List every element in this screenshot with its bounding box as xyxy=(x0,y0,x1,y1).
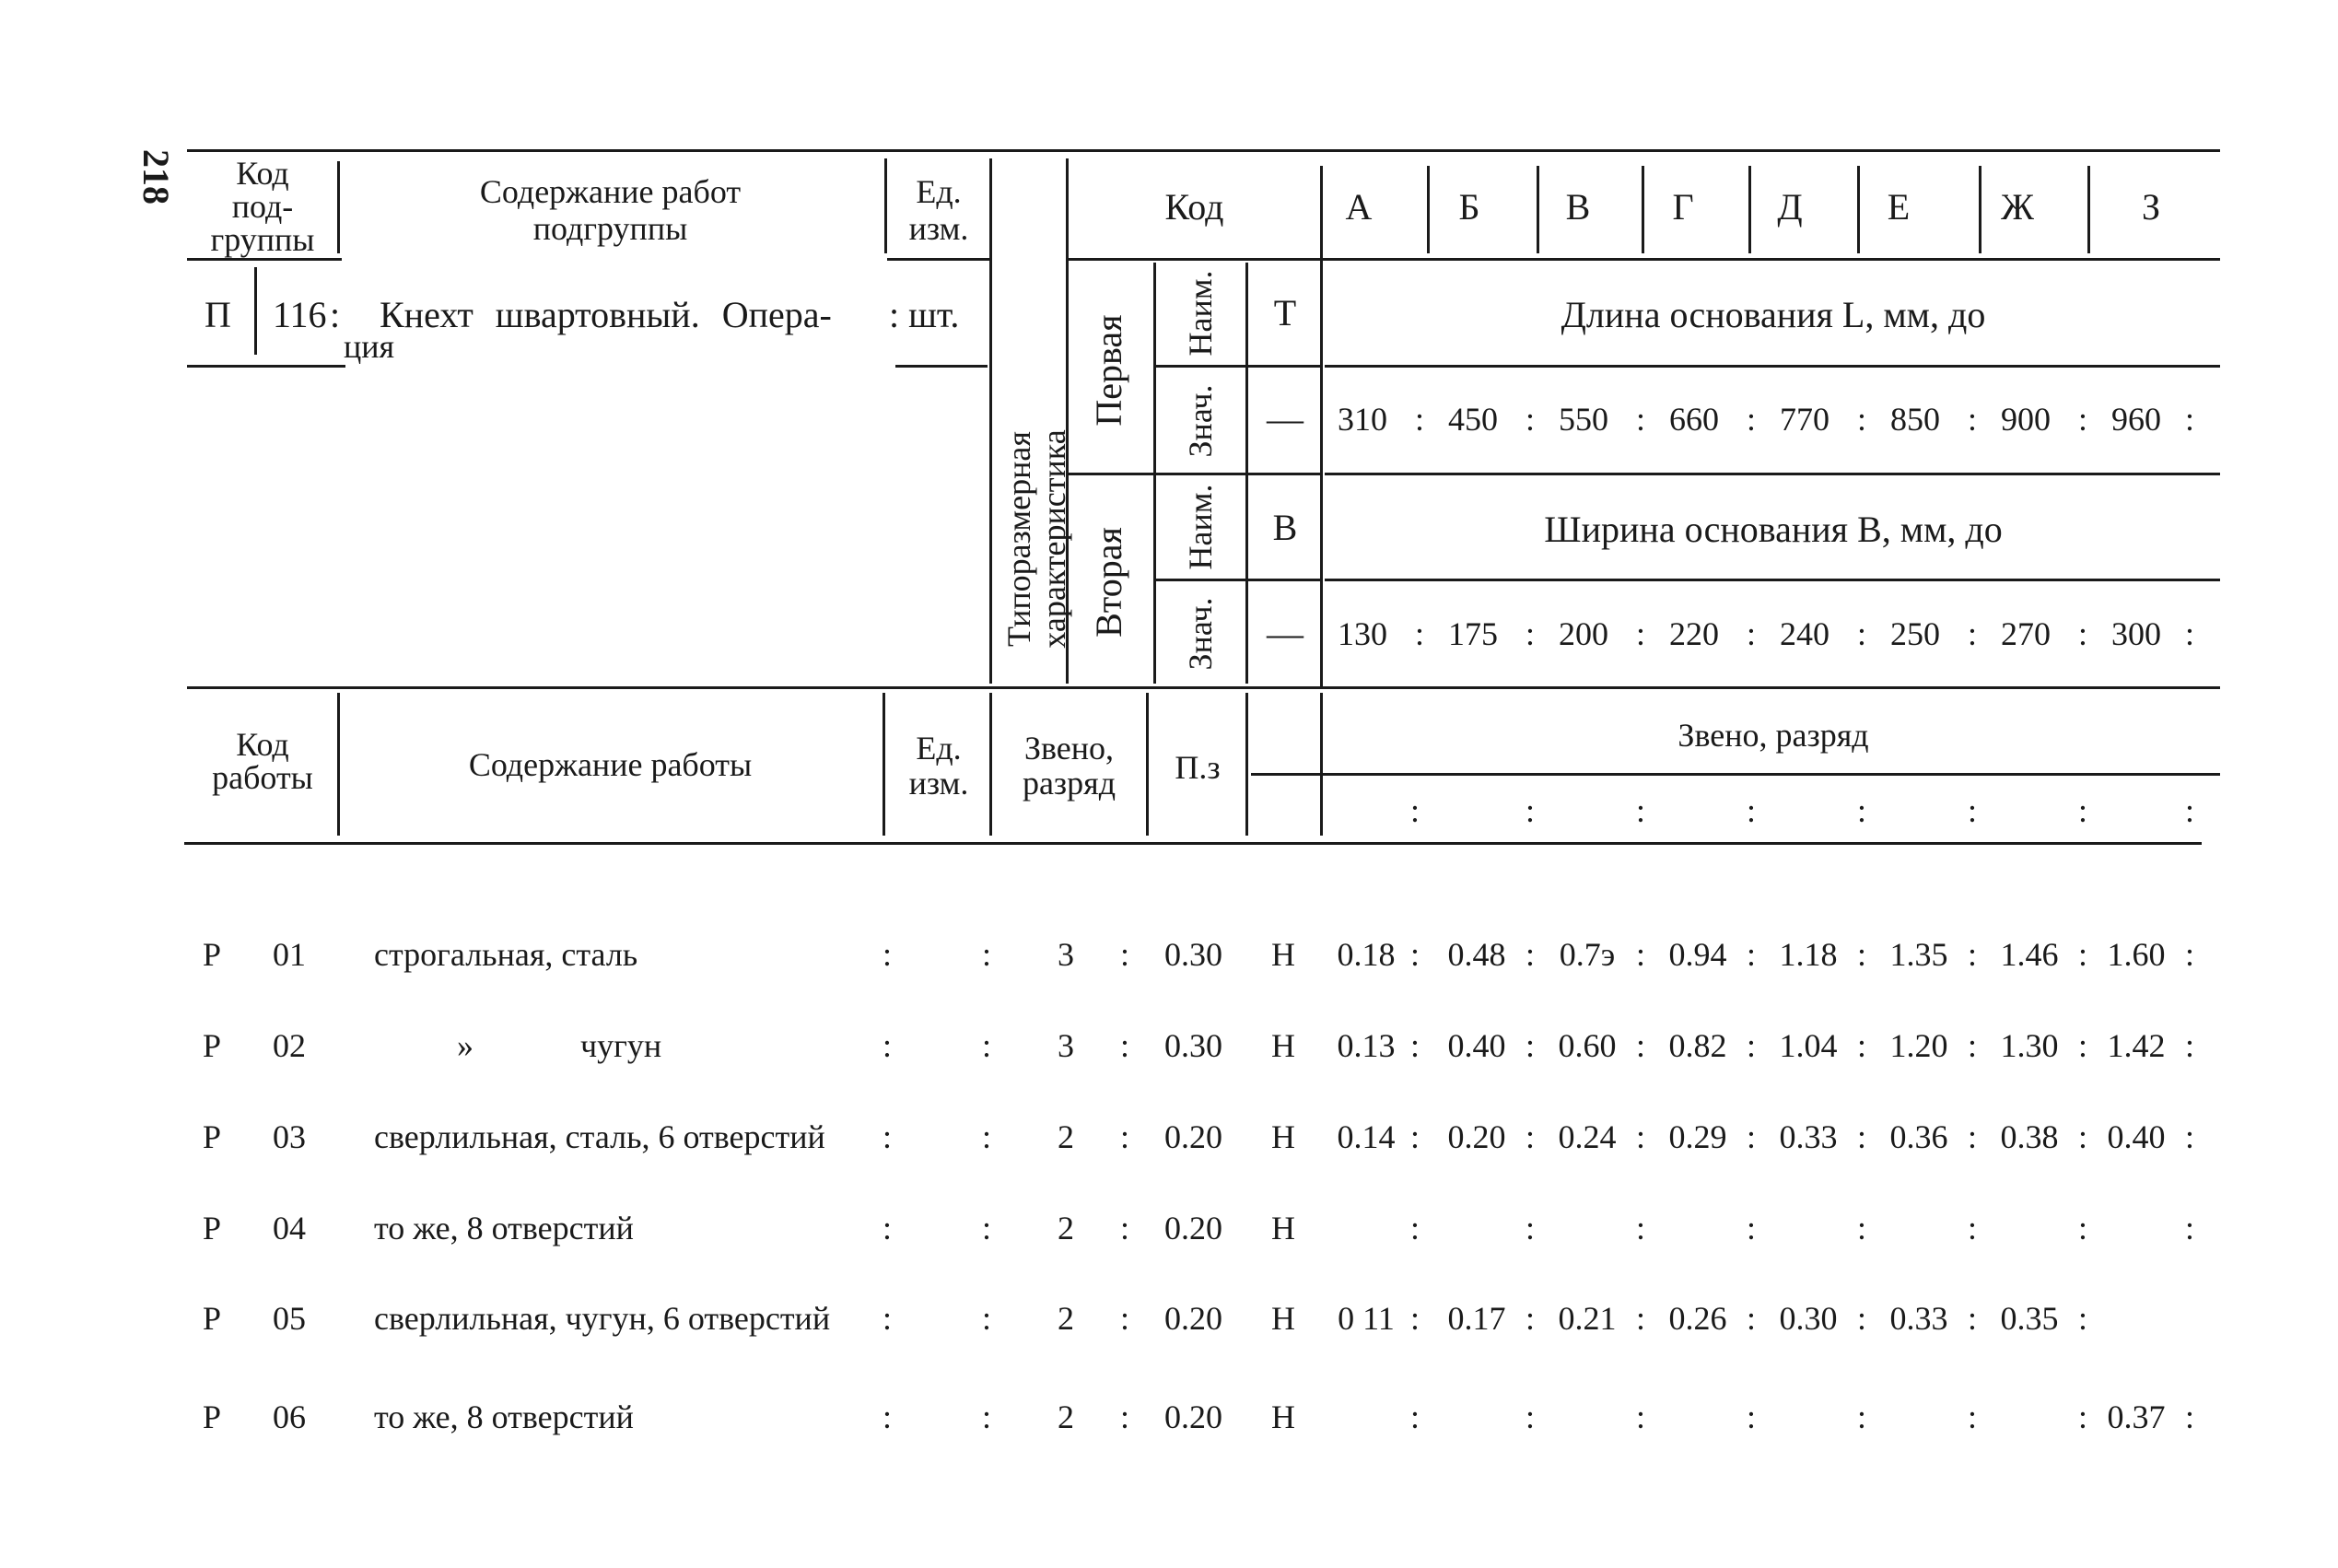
work-unit-line-1: Ед. xyxy=(916,730,962,766)
sep: : xyxy=(2185,1118,2195,1155)
sep: : xyxy=(1968,401,1978,438)
sep: : xyxy=(1857,401,1867,438)
sep: : xyxy=(1968,1210,1978,1246)
top-rule xyxy=(187,149,2220,152)
sep: : xyxy=(1120,1398,1130,1435)
row-num: 05 xyxy=(273,1300,306,1337)
row-text: сверлильная, сталь, 6 отверстий xyxy=(374,1118,825,1155)
sep: : xyxy=(1526,401,1536,438)
row-num: 03 xyxy=(273,1118,306,1155)
kod-header: Код xyxy=(1164,186,1224,228)
work-unit-line-2: изм. xyxy=(908,765,969,802)
row-pz: 0.20 xyxy=(1164,1210,1222,1246)
subgroup-content-line-1: Содержание работ xyxy=(479,173,742,210)
row-value: 0.82 xyxy=(1668,1027,1727,1064)
v-work-pz xyxy=(1245,693,1248,836)
second-value-b: 175 xyxy=(1448,615,1498,652)
work-code-line-1: Код xyxy=(236,726,289,763)
row-value: 1.60 xyxy=(2107,936,2166,973)
left-header-rule-a xyxy=(187,258,342,261)
sep: : xyxy=(2185,401,2195,438)
sep: : xyxy=(1636,936,1646,973)
sep: : xyxy=(1120,1300,1130,1337)
sep: : xyxy=(2078,401,2088,438)
typesize-line-2: характеристика xyxy=(1035,429,1072,649)
first-value-label: Знач. xyxy=(1182,384,1219,458)
row-pz: 0.20 xyxy=(1164,1398,1222,1435)
second-value-a: 130 xyxy=(1338,615,1387,652)
sep: : xyxy=(1636,615,1646,652)
subgroup-title: Кнехт швартовный. Опера- xyxy=(380,294,832,335)
second-value-g: 220 xyxy=(1669,615,1719,652)
v-col-zh xyxy=(1979,166,1981,253)
sep: : xyxy=(1747,792,1757,829)
sep: : xyxy=(1526,1210,1536,1246)
row-text: то же, 8 отверстий xyxy=(374,1210,634,1246)
sep: : xyxy=(1747,1118,1757,1155)
row-value: 1.46 xyxy=(2000,936,2059,973)
first-inner-rule xyxy=(1156,365,1320,368)
first-values-rule xyxy=(1325,473,2220,475)
sep: : xyxy=(2185,1398,2195,1435)
sep: : xyxy=(2078,1027,2088,1064)
row-code: Н xyxy=(1271,1398,1295,1435)
sep: : xyxy=(1857,792,1867,829)
sep: : xyxy=(1120,1210,1130,1246)
v-col-g xyxy=(1642,166,1644,253)
sep: : xyxy=(982,1118,992,1155)
sep: : xyxy=(1968,615,1978,652)
row-code: Н xyxy=(1271,1210,1295,1246)
mid-inner-rule xyxy=(1069,473,1320,475)
sep: : xyxy=(1747,1210,1757,1246)
row-value: 0.30 xyxy=(1779,1300,1838,1337)
v-code-values xyxy=(1320,166,1323,686)
row-value: 1.20 xyxy=(1889,1027,1948,1064)
sep: : xyxy=(1747,936,1757,973)
sep: : xyxy=(1410,1210,1420,1246)
v-subgroup-code xyxy=(337,161,340,253)
first-char-name: Длина основания L, мм, до xyxy=(1561,294,1986,335)
first-label: Первая xyxy=(1088,314,1129,427)
sep: : xyxy=(982,1398,992,1435)
row-text: сверлильная, чугун, 6 отверстий xyxy=(374,1300,831,1337)
row-value: 0.38 xyxy=(2000,1118,2059,1155)
subgroup-unit: : шт. xyxy=(889,294,960,335)
row-value: 0.37 xyxy=(2107,1398,2166,1435)
sep: : xyxy=(1857,1210,1867,1246)
sep: : xyxy=(2185,936,2195,973)
sep: : xyxy=(1747,615,1757,652)
row-letter: Р xyxy=(203,1118,222,1155)
page-number: 218 xyxy=(135,149,177,205)
row-link: 2 xyxy=(1058,1118,1074,1155)
v-col-v xyxy=(1537,166,1539,253)
col-letter-a: А xyxy=(1345,186,1373,228)
subgroup-code-line-1: Код xyxy=(236,155,289,192)
row-pz: 0.30 xyxy=(1164,1027,1222,1064)
v-first-second xyxy=(1153,263,1156,684)
sep: : xyxy=(1526,1027,1536,1064)
row-num: 06 xyxy=(273,1398,306,1435)
col-letter-d: Д xyxy=(1777,186,1803,228)
subgroup-underline-unit xyxy=(895,365,988,368)
sep: : xyxy=(1636,1300,1646,1337)
sep: : xyxy=(1636,1398,1646,1435)
work-link-line-2: разряд xyxy=(1022,765,1116,802)
sep: : xyxy=(2078,1210,2088,1246)
sep: : xyxy=(1636,401,1646,438)
sep: : xyxy=(1410,792,1420,829)
subgroup-title-cont: ция xyxy=(344,328,395,365)
sep: : xyxy=(1968,1300,1978,1337)
kod-rule xyxy=(1069,258,1325,261)
v-subgroup-letter xyxy=(254,267,257,355)
row-value: 0.21 xyxy=(1558,1300,1617,1337)
sep: : xyxy=(883,1027,893,1064)
row-pz: 0.20 xyxy=(1164,1118,1222,1155)
row-value: 1.30 xyxy=(2000,1027,2059,1064)
subgroup-code: 116 xyxy=(273,294,327,335)
header-rule-right xyxy=(1325,258,2220,261)
row-value: 1.35 xyxy=(1889,936,1948,973)
subgroup-content-line-2: подгруппы xyxy=(532,210,688,247)
row-pz: 0.30 xyxy=(1164,936,1222,973)
subgroup-underline-left xyxy=(187,365,345,368)
sep: : xyxy=(883,1210,893,1246)
work-code-line-2: работы xyxy=(212,759,313,796)
row-value: 0.13 xyxy=(1337,1027,1396,1064)
sep: : xyxy=(2185,792,2195,829)
sep: : xyxy=(1747,1027,1757,1064)
left-header-rule-b xyxy=(887,258,991,261)
row-value: 0.33 xyxy=(1889,1300,1948,1337)
row-link: 2 xyxy=(1058,1210,1074,1246)
col-letter-z: З xyxy=(2141,186,2161,228)
row-value: 0.48 xyxy=(1447,936,1506,973)
v-name-value xyxy=(1245,263,1248,684)
subgroup-letter: П xyxy=(205,294,231,335)
row-value: 0.17 xyxy=(1447,1300,1506,1337)
row-letter: Р xyxy=(203,1027,222,1064)
row-value: 0.14 xyxy=(1337,1118,1396,1155)
sep: : xyxy=(2185,1027,2195,1064)
sep: : xyxy=(2078,1398,2088,1435)
col-letter-zh: Ж xyxy=(2001,186,2034,228)
row-value: 0.26 xyxy=(1668,1300,1727,1337)
row-num: 04 xyxy=(273,1210,306,1246)
sep: : xyxy=(1415,401,1425,438)
sep: : xyxy=(982,1027,992,1064)
subgroup-sep: : xyxy=(330,294,341,335)
second-row-rule xyxy=(1325,579,2220,581)
sep: : xyxy=(1410,1118,1420,1155)
v-work-link xyxy=(1146,693,1149,836)
second-value-d: 240 xyxy=(1780,615,1829,652)
sep: : xyxy=(1526,1300,1536,1337)
unit-header xyxy=(889,173,988,247)
v-work-dash xyxy=(1320,693,1323,836)
row-pz: 0.20 xyxy=(1164,1300,1222,1337)
first-name-label: Наим. xyxy=(1182,270,1219,357)
sep: : xyxy=(1120,936,1130,973)
work-link-header xyxy=(993,731,1145,801)
row-letter: Р xyxy=(203,1398,222,1435)
row-code: Н xyxy=(1271,936,1295,973)
row-letter: Р xyxy=(203,936,222,973)
row-value: 0.40 xyxy=(2107,1118,2166,1155)
v-work-content xyxy=(883,693,885,836)
first-value-zh: 900 xyxy=(2001,401,2051,438)
first-value-v: 550 xyxy=(1559,401,1608,438)
first-code-value: — xyxy=(1267,398,1303,439)
sep: : xyxy=(1410,936,1420,973)
sep: : xyxy=(1968,1027,1978,1064)
row-letter: Р xyxy=(203,1210,222,1246)
sep: : xyxy=(1636,1027,1646,1064)
first-value-z: 960 xyxy=(2111,401,2161,438)
sep: : xyxy=(1415,615,1425,652)
sep: : xyxy=(1526,1398,1536,1435)
sep: : xyxy=(1857,1300,1867,1337)
second-value-label: Знач. xyxy=(1182,597,1219,671)
sep: : xyxy=(1968,1398,1978,1435)
v-col-d xyxy=(1748,166,1751,253)
typesize-line-1: Типоразмерная xyxy=(1000,431,1037,647)
row-num: 01 xyxy=(273,936,306,973)
sep: : xyxy=(982,1300,992,1337)
second-value-v: 200 xyxy=(1559,615,1608,652)
sep: : xyxy=(1636,1118,1646,1155)
first-value-e: 850 xyxy=(1890,401,1940,438)
row-text: чугун xyxy=(580,1027,662,1064)
v-col-z xyxy=(2087,166,2090,253)
row-value: 0.29 xyxy=(1668,1118,1727,1155)
sep: : xyxy=(883,1398,893,1435)
sep: : xyxy=(1968,936,1978,973)
header-bottom-rule xyxy=(187,686,2220,689)
sep: : xyxy=(1410,1300,1420,1337)
sep: : xyxy=(2078,936,2088,973)
row-value: 0.33 xyxy=(1779,1118,1838,1155)
subgroup-code-line-3: группы xyxy=(210,221,315,258)
second-name-label: Наим. xyxy=(1182,484,1219,570)
first-value-d: 770 xyxy=(1780,401,1829,438)
sep: : xyxy=(883,1300,893,1337)
work-unit-header xyxy=(889,731,988,801)
row-value: 0.20 xyxy=(1447,1118,1506,1155)
subgroup-code-header xyxy=(189,157,336,256)
v-work-code xyxy=(337,693,340,836)
sep: : xyxy=(1526,792,1536,829)
row-value: 1.04 xyxy=(1779,1027,1838,1064)
second-code-value: — xyxy=(1267,613,1303,654)
sep: : xyxy=(1747,1300,1757,1337)
sep: : xyxy=(2185,615,2195,652)
sep: : xyxy=(2078,1118,2088,1155)
sep: : xyxy=(1857,615,1867,652)
typesize-header xyxy=(1001,387,1075,691)
sep: : xyxy=(2078,792,2088,829)
work-pz-header: П.з xyxy=(1175,749,1221,786)
sep: : xyxy=(1857,936,1867,973)
sep: : xyxy=(1636,792,1646,829)
row-code: Н xyxy=(1271,1118,1295,1155)
row-link: 2 xyxy=(1058,1300,1074,1337)
sep: : xyxy=(1120,1118,1130,1155)
row-value: 0.60 xyxy=(1558,1027,1617,1064)
row-value: 0.36 xyxy=(1889,1118,1948,1155)
first-value-a: 310 xyxy=(1338,401,1387,438)
col-letter-v: В xyxy=(1565,186,1591,228)
sep: : xyxy=(982,1210,992,1246)
sep: : xyxy=(1857,1118,1867,1155)
row-value: 1.18 xyxy=(1779,936,1838,973)
v-work-unit xyxy=(989,693,992,836)
sep: : xyxy=(1526,936,1536,973)
unit-line-1: Ед. xyxy=(916,173,962,210)
work-header-bottom-rule xyxy=(184,842,2202,845)
col-letter-g: Г xyxy=(1672,186,1694,228)
sep: : xyxy=(1636,1210,1646,1246)
sep: : xyxy=(2078,615,2088,652)
link-rank-rule xyxy=(1251,773,2220,776)
sep: : xyxy=(1410,1027,1420,1064)
sep: : xyxy=(1747,1398,1757,1435)
second-value-e: 250 xyxy=(1890,615,1940,652)
sep: : xyxy=(1120,1027,1130,1064)
row-link: 3 xyxy=(1058,936,1074,973)
row-letter: Р xyxy=(203,1300,222,1337)
sep: : xyxy=(1747,401,1757,438)
second-value-zh: 270 xyxy=(2001,615,2051,652)
v-col-b xyxy=(1427,166,1430,253)
sep: : xyxy=(883,936,893,973)
row-value: 0.18 xyxy=(1337,936,1396,973)
row-text: то же, 8 отверстий xyxy=(374,1398,634,1435)
sep: : xyxy=(1857,1398,1867,1435)
sep: : xyxy=(1410,1398,1420,1435)
sep: : xyxy=(1968,792,1978,829)
col-letter-b: Б xyxy=(1458,186,1480,228)
row-link: 3 xyxy=(1058,1027,1074,1064)
row-code: Н xyxy=(1271,1027,1295,1064)
second-code-name: В xyxy=(1272,507,1298,548)
row-ditto: » xyxy=(457,1027,473,1064)
row-value: 0 11 xyxy=(1338,1300,1395,1337)
subgroup-content-header xyxy=(341,173,880,247)
second-value-z: 300 xyxy=(2111,615,2161,652)
work-link-line-1: Звено, xyxy=(1023,730,1115,766)
work-link-rank-header: Звено, разряд xyxy=(1678,717,1869,754)
row-value: 0.24 xyxy=(1558,1118,1617,1155)
col-letter-e: Е xyxy=(1887,186,1911,228)
work-content-header: Содержание работы xyxy=(468,746,753,783)
row-link: 2 xyxy=(1058,1398,1074,1435)
second-label: Вторая xyxy=(1088,527,1129,638)
v-content xyxy=(884,158,887,253)
sep: : xyxy=(1526,615,1536,652)
first-value-b: 450 xyxy=(1448,401,1498,438)
sep: : xyxy=(883,1118,893,1155)
row-num: 02 xyxy=(273,1027,306,1064)
sep: : xyxy=(1857,1027,1867,1064)
work-code-header xyxy=(189,728,336,794)
first-row-rule xyxy=(1325,365,2220,368)
row-value: 0.40 xyxy=(1447,1027,1506,1064)
v-unit xyxy=(989,158,992,684)
row-text: строгальная, сталь xyxy=(374,936,638,973)
row-value: 0.7э xyxy=(1559,936,1616,973)
row-value: 1.42 xyxy=(2107,1027,2166,1064)
second-inner-rule xyxy=(1156,579,1320,581)
sep: : xyxy=(1968,1118,1978,1155)
v-col-e xyxy=(1857,166,1860,253)
first-value-g: 660 xyxy=(1669,401,1719,438)
unit-line-2: изм. xyxy=(908,210,969,247)
sep: : xyxy=(982,936,992,973)
sep: : xyxy=(2078,1300,2088,1337)
first-code-name: Т xyxy=(1273,292,1297,333)
subgroup-code-line-2: под- xyxy=(231,188,294,225)
sep: : xyxy=(1526,1118,1536,1155)
row-code: Н xyxy=(1271,1300,1295,1337)
row-value: 0.94 xyxy=(1668,936,1727,973)
second-char-name: Ширина основания B, мм, до xyxy=(1544,509,2003,550)
sep: : xyxy=(2185,1210,2195,1246)
row-value: 0.35 xyxy=(2000,1300,2059,1337)
